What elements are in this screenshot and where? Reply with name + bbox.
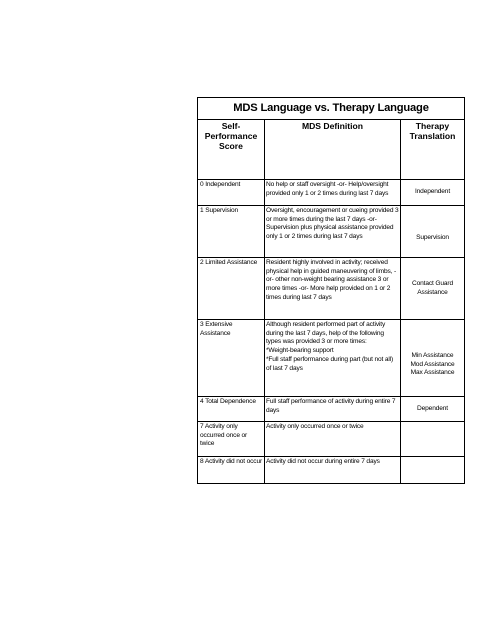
translation-cell — [401, 422, 464, 456]
score-cell: 4 Total Dependence — [198, 397, 265, 421]
translation-cell — [401, 457, 464, 483]
score-cell: 2 Limited Assistance — [198, 258, 265, 319]
table-row — [198, 206, 464, 258]
score-cell: 3 Extensive Assistance — [198, 320, 265, 396]
definition-cell: No help or staff oversight -or- Help/oversight provided only 1 or 2 times during last 7 days — [265, 180, 401, 205]
header-self-performance: Self-Performance Score — [198, 120, 265, 179]
mds-therapy-table — [197, 97, 465, 484]
table-title: MDS Language vs. Therapy Language — [198, 98, 464, 120]
definition-cell: Activity only occurred once or twice — [265, 422, 401, 456]
header-row — [198, 120, 464, 180]
translation-cell: Contact Guard Assistance — [412, 279, 453, 296]
score-cell: 7 Activity only occurred once or twice — [198, 422, 265, 456]
translation-cell: Dependent — [417, 404, 448, 412]
definition-cell: Full staff performance of activity during entire 7 days — [265, 397, 401, 421]
table-row — [198, 397, 464, 422]
score-cell: 1 Supervision — [198, 206, 265, 257]
header-mds-definition: MDS Definition — [265, 120, 401, 179]
definition-cell: Although resident performed part of activity during the last 7 days, help of the following types was provided 3 or more times: *Weight-bearing support *Full staff performance during part (but not all) of last 7 days — [265, 320, 401, 396]
translation-cell: Supervision — [416, 234, 449, 242]
table-row — [198, 320, 464, 397]
table-row — [198, 422, 464, 457]
table-row — [198, 258, 464, 320]
definition-cell: Activity did not occur during entire 7 days — [265, 457, 401, 483]
score-cell: 8 Activity did not occur — [198, 457, 265, 483]
translation-cell: Min Assistance Mod Assistance Max Assistance — [410, 351, 455, 377]
definition-cell: Resident highly involved in activity; received physical help in guided maneuvering of limbs, -or- other non-weight bearing assistance 3 or more times -or- More help provided on 1 or 2 times during last 7 days — [265, 258, 401, 319]
translation-cell: Independent — [414, 188, 451, 196]
header-therapy-translation: Therapy Translation — [409, 121, 456, 141]
table-row — [198, 457, 464, 483]
score-cell: 0 Independent — [198, 180, 265, 205]
definition-cell: Oversight, encouragement or cueing provided 3 or more times during the last 7 days -or- Supervision plus physical assistance provided only 1 or 2 times during last 7 days — [265, 206, 401, 257]
table-row — [198, 180, 464, 206]
